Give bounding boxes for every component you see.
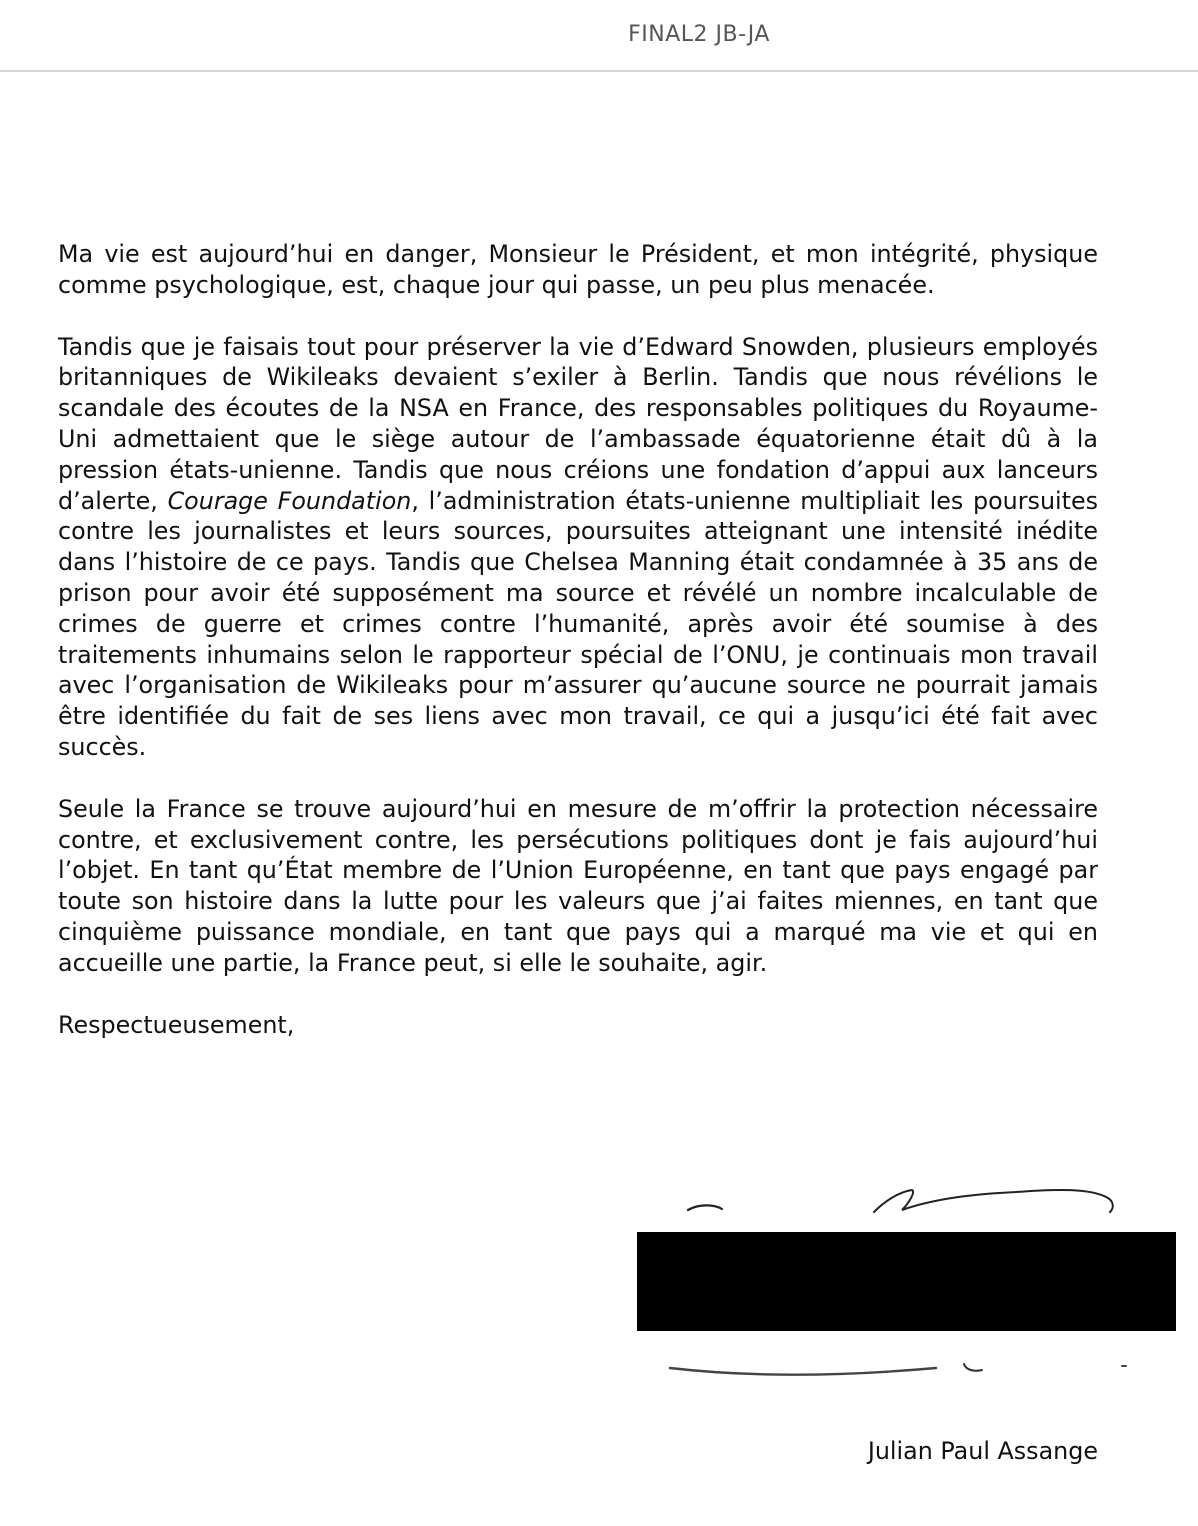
document-title: FINAL2 JB-JA xyxy=(628,22,770,47)
letter-paragraph-3: Seule la France se trouve aujourd’hui en mesure de m’offrir la protection nécessaire contre, et exclusivement contre, les persécutions politiques dont je fais aujourd’hui l’objet. En tant qu’État membre de l’Union Européenne, en tant que pays engagé par toute son histoire dans la lutte pour les valeurs que j’ai faites miennes, en tant que cinquième puissance mondiale, en tant que pays qui a marqué ma vie et qui en accueille une partie, la France peut, si elle le souhaite, agir. xyxy=(58,794,1098,977)
redaction-bar xyxy=(637,1232,1176,1331)
signer-name: Julian Paul Assange xyxy=(867,1437,1098,1465)
letter-paragraph-1: Ma vie est aujourd’hui en danger, Monsieur le Président, et mon intégrité, physique comme psychologique, est, chaque jour qui passe, un peu plus menacée. xyxy=(58,240,1098,299)
letter-paragraph-2 xyxy=(58,332,1098,763)
letter-body xyxy=(58,239,1098,1040)
paragraph-2-text-end: , l’administration états-unienne multipliait les poursuites contre les journalistes et leurs sources, poursuites atteignant une intensité inédite dans l’histoire de ce pays. Tandis que Chelsea Manning était condamnée à 35 ans de prison pour avoir été supposément ma source et révélé un nombre incalculable de crimes de guerre et crimes contre l’humanité, après avoir été soumise à des traitements inhumains selon le rapporteur spécial de l’ONU, je continuais mon travail avec l’organisation de Wikileaks pour m’assurer qu’aucune source ne pourrait jamais être identifiée du fait de ses liens avec mon travail, ce qui a jusqu’ici été fait avec succès. xyxy=(58,486,1099,761)
document-header xyxy=(0,0,1198,72)
courage-foundation-name: Courage Foundation xyxy=(167,486,412,515)
paragraph-2-text-start: Tandis que je faisais tout pour préserver la vie d’Edward Snowden, plusieurs employés britanniques de Wikileaks devaient s’exiler à Berlin. Tandis que nous révélions le scandale des écoutes de la NSA en France, des responsables politiques du Royaume-Uni admettaient que le siège autour de l’ambassade équatorienne était dû à la pression états-unienne. Tandis que nous créions une fondation d’appui aux lanceurs d’alerte, xyxy=(58,332,1098,515)
letter-closing: Respectueusement, xyxy=(58,1010,295,1039)
